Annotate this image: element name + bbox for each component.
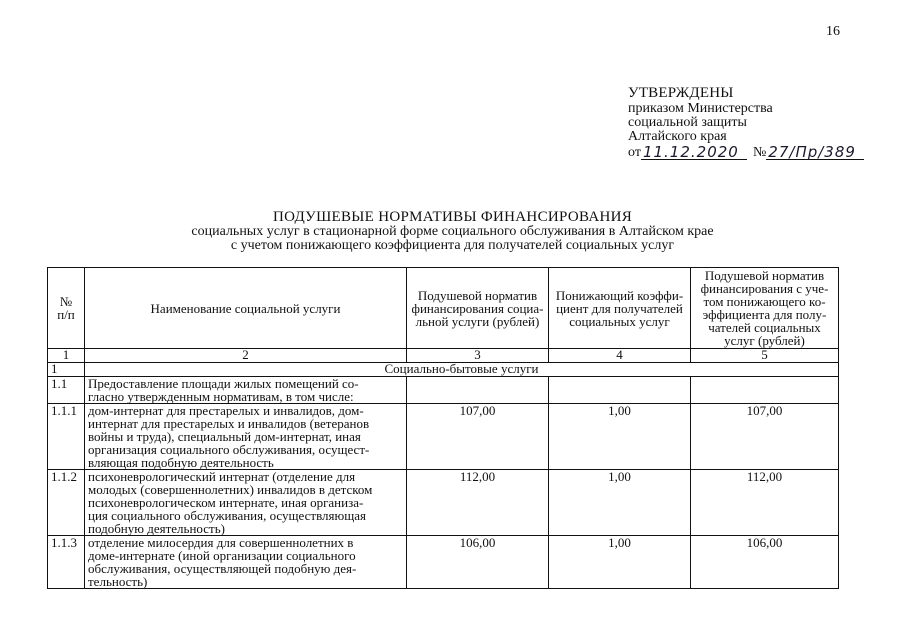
section-name: Социально-бытовые услуги bbox=[85, 363, 839, 377]
header-norm: Подушевой норматив финансирования социа- льной услуги (рублей) bbox=[407, 268, 549, 349]
approval-line-1: приказом Министерства bbox=[628, 101, 773, 116]
header-norm-with-coefficient: Подушевой норматив финансирования с уче- том понижающего ко- эффициента для полу- чателей социальных услуг (рублей) bbox=[691, 268, 839, 349]
row-number: 1.1.2 bbox=[48, 470, 85, 536]
section-number: 1 bbox=[48, 363, 85, 377]
column-number: 1 bbox=[48, 349, 85, 363]
document-subtitle-1: социальных услуг в стационарной форме социального обслуживания в Алтайском крае bbox=[191, 224, 714, 239]
norm-with-coefficient-value: 112,00 bbox=[691, 470, 839, 536]
row-number: 1.1 bbox=[48, 377, 85, 404]
table-row bbox=[48, 470, 839, 536]
approval-date-row bbox=[628, 145, 864, 160]
norm-with-coefficient-value: 107,00 bbox=[691, 404, 839, 470]
norm-value bbox=[407, 377, 549, 404]
service-name: Предоставление площади жилых помещений со- гласно утвержденным нормативам, в том числе: bbox=[85, 377, 407, 404]
page-number: 16 bbox=[826, 24, 840, 39]
coefficient-value: 1,00 bbox=[549, 470, 691, 536]
header-number: № п/п bbox=[48, 268, 85, 349]
document-subtitle-2: с учетом понижающего коэффициента для получателей социальных услуг bbox=[230, 238, 675, 253]
norm-with-coefficient-value: 106,00 bbox=[691, 536, 839, 589]
header-coefficient: Понижающий коэффи- циент для получателей социальных услуг bbox=[549, 268, 691, 349]
handwritten-number: 27/Пр/389 bbox=[766, 145, 864, 160]
service-name: дом-интернат для престарелых и инвалидов, дом- интернат для престарелых и инвалидов (ветеранов войны и труда), специальный дом-интернат, иная организация социального обслуживания, осущест- вляющая подобную деятельность bbox=[85, 404, 407, 470]
approval-stamp bbox=[628, 86, 864, 160]
column-number: 2 bbox=[85, 349, 407, 363]
column-number: 5 bbox=[691, 349, 839, 363]
norm-value: 107,00 bbox=[407, 404, 549, 470]
norms-table bbox=[47, 267, 839, 589]
row-number: 1.1.3 bbox=[48, 536, 85, 589]
norm-value: 106,00 bbox=[407, 536, 549, 589]
date-prefix: от bbox=[628, 145, 641, 160]
norm-with-coefficient-value bbox=[691, 377, 839, 404]
coefficient-value bbox=[549, 377, 691, 404]
norm-value: 112,00 bbox=[407, 470, 549, 536]
table-row bbox=[48, 404, 839, 470]
row-number: 1.1.1 bbox=[48, 404, 85, 470]
approved-title: УТВЕРЖДЕНЫ bbox=[628, 85, 734, 101]
number-prefix: № bbox=[752, 145, 767, 160]
service-name: психоневрологический интернат (отделение для молодых (совершеннолетних) инвалидов в детском психоневрологическом интернате, иная организа- ция социального обслуживания, осуществляющая подобную деятельность) bbox=[85, 470, 407, 536]
approval-line-3: Алтайского края bbox=[628, 129, 727, 144]
service-name: отделение милосердия для совершеннолетних в доме-интернате (иной организации социального обслуживания, осуществляющей подобную дея- тельность) bbox=[85, 536, 407, 589]
table-row bbox=[48, 377, 839, 404]
document-title: ПОДУШЕВЫЕ НОРМАТИВЫ ФИНАНСИРОВАНИЯ bbox=[272, 209, 633, 225]
handwritten-date: 11.12.2020 bbox=[641, 145, 747, 160]
header-service-name: Наименование социальной услуги bbox=[85, 268, 407, 349]
table-header-row bbox=[48, 268, 839, 349]
coefficient-value: 1,00 bbox=[549, 536, 691, 589]
table-row bbox=[48, 536, 839, 589]
approval-line-2: социальной защиты bbox=[628, 115, 747, 130]
section-row bbox=[48, 363, 839, 377]
coefficient-value: 1,00 bbox=[549, 404, 691, 470]
column-number: 3 bbox=[407, 349, 549, 363]
column-number: 4 bbox=[549, 349, 691, 363]
document-heading bbox=[0, 209, 905, 253]
